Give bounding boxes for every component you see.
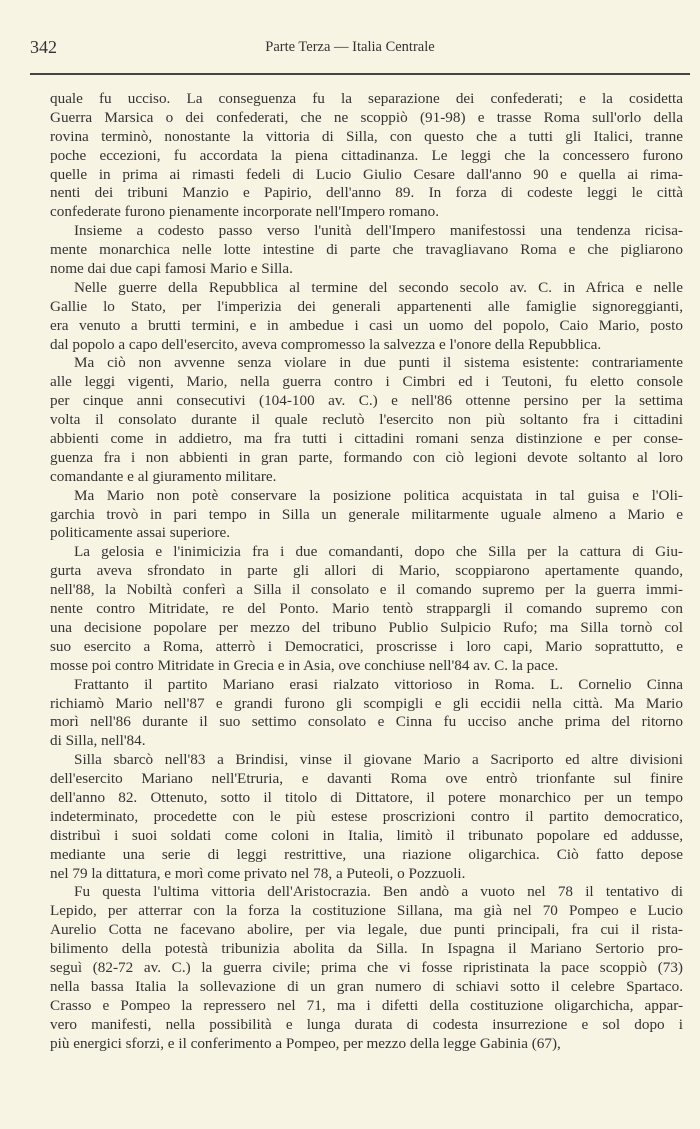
text-line: morì nell'86 durante il suo settimo consolato e Cinna fu ucciso anche prima del ritorno — [50, 713, 683, 731]
text-line: nente contro Mitridate, re del Ponto. Mario tentò strappargli il comando supremo con — [50, 600, 683, 618]
text-line: La gelosia e l'inimicizia fra i due comandanti, dopo che Silla per la cattura di Giu- — [74, 543, 683, 561]
paragraph — [50, 487, 683, 544]
text-line: nel 79 la dittatura, e morì come privato nel 78, a Puteoli, o Pozzuoli. — [50, 864, 466, 882]
text-line: mente monarchica nelle lotte intestine di parte che travagliavano Roma e che pigliarono — [50, 241, 683, 259]
text-line: comandante e al giuramento militare. — [50, 467, 277, 485]
text-line: mediante una serie di leggi restrittive, una riazione oligarchica. Ciò fatto depose — [50, 845, 683, 863]
text-line: nenti dei tribuni Manzio e Papirio, dell'anno 89. In forza di codeste leggi le città — [50, 184, 683, 202]
text-line: Ma ciò non avvenne senza violare in due punti il sistema esistente: contrariamente — [74, 354, 683, 372]
text-line: Ma Mario non potè conservare la posizione politica acquistata in tal guisa e l'Oli- — [74, 486, 683, 504]
page-number: 342 — [30, 37, 57, 57]
text-line: Aurelio Cotta ne facevano abolire, per via legale, due punti principali, fra cui il rista- — [50, 921, 683, 939]
text-line: confederate furono pienamente incorporate nell'Impero romano. — [50, 203, 440, 221]
text-line: Fu questa l'ultima vittoria dell'Aristocrazia. Ben andò a vuoto nel 78 il tentativo di — [74, 883, 683, 901]
text-line: Insieme a codesto passo verso l'unità dell'Impero manifestossi una tendenza ricisa- — [74, 222, 683, 240]
text-line: dell'anno 82. Ottenuto, sotto il titolo di Dittatore, il potere monarchico per un tempo — [50, 788, 683, 806]
text-line: quelle in prima ai rimasti fedeli di Lucio Giulio Cesare dall'anno 90 e quella ai rima- — [50, 165, 683, 183]
paragraph — [50, 751, 683, 883]
text-line: dell'esercito Mariano nell'Etruria, e davanti Roma ove entrò trionfante sul finire — [50, 770, 683, 788]
paragraph — [50, 90, 683, 222]
text-line: Silla sbarcò nell'83 a Brindisi, vinse il giovane Mario a Sacriporto ed altre divisioni — [74, 751, 683, 769]
text-line: Gallie lo Stato, per l'imperizia dei generali appartenenti alle famiglie signoreggianti, — [50, 297, 683, 315]
paragraph — [50, 354, 683, 486]
text-line: nome dai due capi famosi Mario e Silla. — [50, 260, 293, 278]
paragraph — [50, 883, 683, 1053]
text-line: Guerra Marsica o dei confederati, che ne scoppiò (91-98) e trasse Roma sull'orlo della — [50, 108, 683, 126]
text-line: di Silla, nell'84. — [50, 732, 146, 750]
running-header-title: Parte Terza — Italia Centrale — [265, 39, 435, 55]
text-line: guenza fra i non abbienti in gran parte, formando con ciò legioni devote soltanto al loro — [50, 448, 683, 466]
text-line: Lepido, per atterrar con la forza la costituzione Sillana, ma già nel 70 Pompeo e Lucio — [50, 902, 683, 920]
text-line: più energici sforzi, e il conferimento a Pompeo, per mezzo della legge Gabinia (67), — [50, 1034, 561, 1052]
text-line: Nelle guerre della Repubblica al termine del secondo secolo av. C. in Africa e nelle — [74, 278, 683, 296]
text-line: abbienti come in addietro, ma fra tutti i cittadini romani senza distinzione e per conse- — [50, 430, 683, 448]
text-line: quale fu ucciso. La conseguenza fu la separazione dei confederati; e la cosidetta — [50, 90, 683, 107]
text-line: nella bassa Italia la sollevazione di un gran numero di schiavi sotto il celebre Spartaco. — [50, 977, 683, 995]
text-line: bilimento della potestà tribunizia abolita da Silla. In Ispagna il Mariano Sertorio pro- — [50, 940, 683, 958]
text-line: Frattanto il partito Mariano erasi rialzato vittorioso in Roma. L. Cornelio Cinna — [74, 675, 683, 693]
text-line: mosse poi contro Mitridate in Grecia e in Asia, ove conchiuse nell'84 av. C. la pace. — [50, 656, 559, 674]
text-line: indeterminato, procedette con le più estese proscrizioni contro il partito democratico, — [50, 807, 683, 825]
text-line: rovina terminò, nonostante la vittoria di Silla, con questo che a tutti gli Italici, tranne — [50, 127, 683, 145]
text-line: gurta aveva sfrondato in parte gli allori di Mario, scoppiarono apertamente quando, — [50, 562, 683, 580]
text-line: distribuì i suoi soldati come coloni in Italia, limitò il tribunato popolare ed addusse, — [50, 826, 683, 844]
text-line: una decisione popolare per mezzo del tribuno Publio Sulpicio Rufo; ma Silla tornò col — [50, 618, 683, 636]
text-line: vero manifesti, nella possibilità e lunga durata di codesta insurrezione e sol dopo i — [50, 1015, 683, 1033]
text-line: volta il consolato durante il quale reclutò l'esercito non più soltanto fra i cittadini — [50, 411, 683, 429]
text-line: seguì (82-72 av. C.) la guerra civile; prima che vi fosse ripristinata la pace scoppiò (73) — [50, 958, 683, 976]
text-line: richiamò Mario nell'87 e grandi furono gli scompigli e gli eccidii nella città. Ma Mario — [50, 694, 683, 712]
text-line: politicamente assai superiore. — [50, 524, 231, 542]
header-rule — [30, 73, 690, 75]
text-line: suo esercito a Roma, atterrò i Democratici, proscrisse i loro capi, Mario soprattutto, e — [50, 637, 683, 655]
paragraph — [50, 222, 683, 279]
text-line: garchia trovò in pari tempo in Silla un generale militarmente uguale almeno a Mario e — [50, 505, 683, 523]
body-text — [50, 90, 683, 1053]
text-line: era venuto a brutti termini, e in ambedue i casi un uomo del popolo, Caio Mario, posto — [50, 316, 683, 334]
text-line: dal popolo a capo dell'esercito, aveva compromesso la salvezza e l'onore della Repubblica. — [50, 335, 602, 353]
paragraph — [50, 279, 683, 355]
text-line: per cinque anni consecutivi (104-100 av. C.) e nell'86 ottenne persino per la settima — [50, 392, 683, 410]
text-line: poche eccezioni, fu accordata la piena cittadinanza. Le leggi che la concessero furono — [50, 146, 683, 164]
paragraph — [50, 676, 683, 752]
text-line: alle leggi vigenti, Mario, nella guerra contro i Cimbri ed i Teutoni, fu eletto console — [50, 373, 683, 391]
text-line: Crasso e Pompeo la repressero nel 71, ma i difetti della costituzione oligarchicha, appar- — [50, 996, 683, 1014]
paragraph — [50, 543, 683, 675]
text-line: nell'88, la Nobiltà conferì a Silla il consolato e il comando supremo per la guerra immi- — [50, 581, 683, 599]
